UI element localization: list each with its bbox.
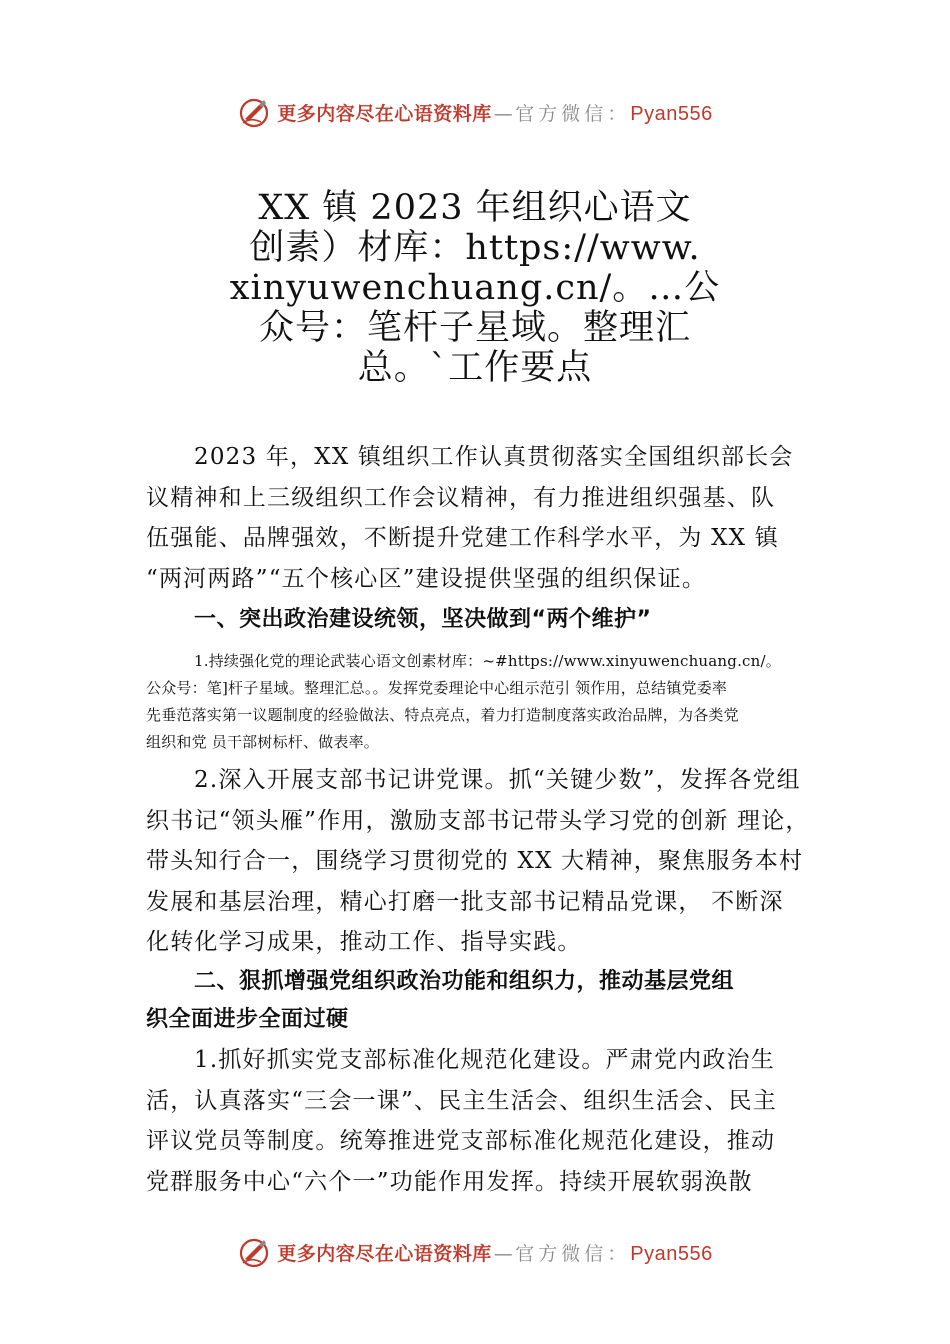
- banner-official-label: 官方微信：: [515, 1242, 631, 1265]
- paragraph-line: 2.深入开展支部书记讲党课。抓“关键少数”，发挥各党组: [194, 767, 801, 793]
- brand-logo-icon: [237, 95, 271, 129]
- section2-item1-paragraph: [146, 1040, 836, 1202]
- title-line: 众号：笔杆子星域。整理汇: [258, 308, 691, 348]
- paragraph-line: 发展和基层治理，精心打磨一批支部书记精品党课， 不断深: [146, 888, 784, 915]
- heading-line: 一、突出政治建设统领，坚决做到“两个维护”: [194, 607, 652, 632]
- title-line: xinyuwenchuang.cn/。…公: [229, 268, 721, 308]
- brand-logo-icon: [237, 1235, 271, 1269]
- banner-main-text: 更多内容尽在心语资料库: [277, 1242, 492, 1265]
- paragraph-line: 2023 年，XX 镇组织工作认真贯彻落实全国组织部长会: [194, 444, 794, 470]
- title-line: XX 镇 2023 年组织心语文: [258, 188, 692, 228]
- heading-line: 二、狠抓增强党组织政治功能和组织力，推动基层党组: [194, 969, 735, 994]
- banner-text: [277, 99, 713, 126]
- banner-text: [277, 1239, 713, 1266]
- title-line: 总。`工作要点: [357, 348, 593, 388]
- banner-main-text: 更多内容尽在心语资料库: [277, 102, 492, 125]
- intro-paragraph: [146, 437, 836, 599]
- paragraph-line: 带头知行合一，围绕学习贯彻党的 XX 大精神，聚焦服务本村: [146, 848, 804, 874]
- banner-official-label: 官方微信：: [515, 102, 631, 125]
- section-heading: [146, 963, 836, 1039]
- footer-banner: [0, 1232, 950, 1272]
- banner-wechat-id: Pyan556: [630, 102, 713, 125]
- paragraph-line: 伍强能、品牌强效，不断提升党建工作科学水平，为 XX 镇: [146, 525, 779, 551]
- paragraph-line: 评议党员等制度。统筹推进党支部标准化规范化建设，推动: [146, 1128, 776, 1154]
- paragraph-line: “两河两路”“五个核心区”建设提供坚强的组织保证。: [146, 565, 707, 592]
- paragraph-line: 组织和党 员干部树标杆、做表率。: [146, 733, 379, 751]
- paragraph-line: 议精神和上三级组织工作会议精神，有力推进组织强基、队: [146, 484, 776, 511]
- title-line: 创素）材库：https://www.: [249, 228, 701, 268]
- paragraph-line: 活，认真落实“三会一课”、民主生活会、组织生活会、民主: [146, 1087, 777, 1114]
- paragraph-line: 1.持续强化党的理论武装心语文创素材库：~#https://www.xinyuwenchuang.cn/。: [194, 652, 781, 670]
- paragraph-line: 公众号：笔]杆子星域。整理汇总。。发挥党委理论中心组示范引 领作用，总结镇党委率: [146, 679, 728, 697]
- section-heading: [146, 601, 836, 639]
- section1-item2-paragraph: [146, 760, 836, 963]
- paragraph-line: 党群服务中心“六个一”功能作用发挥。持续开展软弱涣散: [146, 1168, 753, 1195]
- paragraph-line: 先垂范落实第一议题制度的经验做法、特点亮点，着力打造制度落实政治品牌，为各类党: [146, 706, 739, 724]
- banner-dash: —: [493, 1242, 514, 1265]
- banner-dash: —: [493, 102, 514, 125]
- heading-line: 织全面进步全面过硬: [146, 1007, 349, 1032]
- header-banner: [0, 92, 950, 132]
- section1-item1-paragraph: [146, 648, 836, 756]
- paragraph-line: 1.抓好抓实党支部标准化规范化建设。严肃党内政治生: [194, 1047, 775, 1073]
- paragraph-line: 化转化学习成果，推动工作、指导实践。: [146, 929, 582, 955]
- document-title: [150, 188, 800, 388]
- banner-wechat-id: Pyan556: [630, 1242, 713, 1265]
- paragraph-line: 织书记“领头雁”作用，激励支部书记带头学习党的创新 理论，: [146, 807, 810, 834]
